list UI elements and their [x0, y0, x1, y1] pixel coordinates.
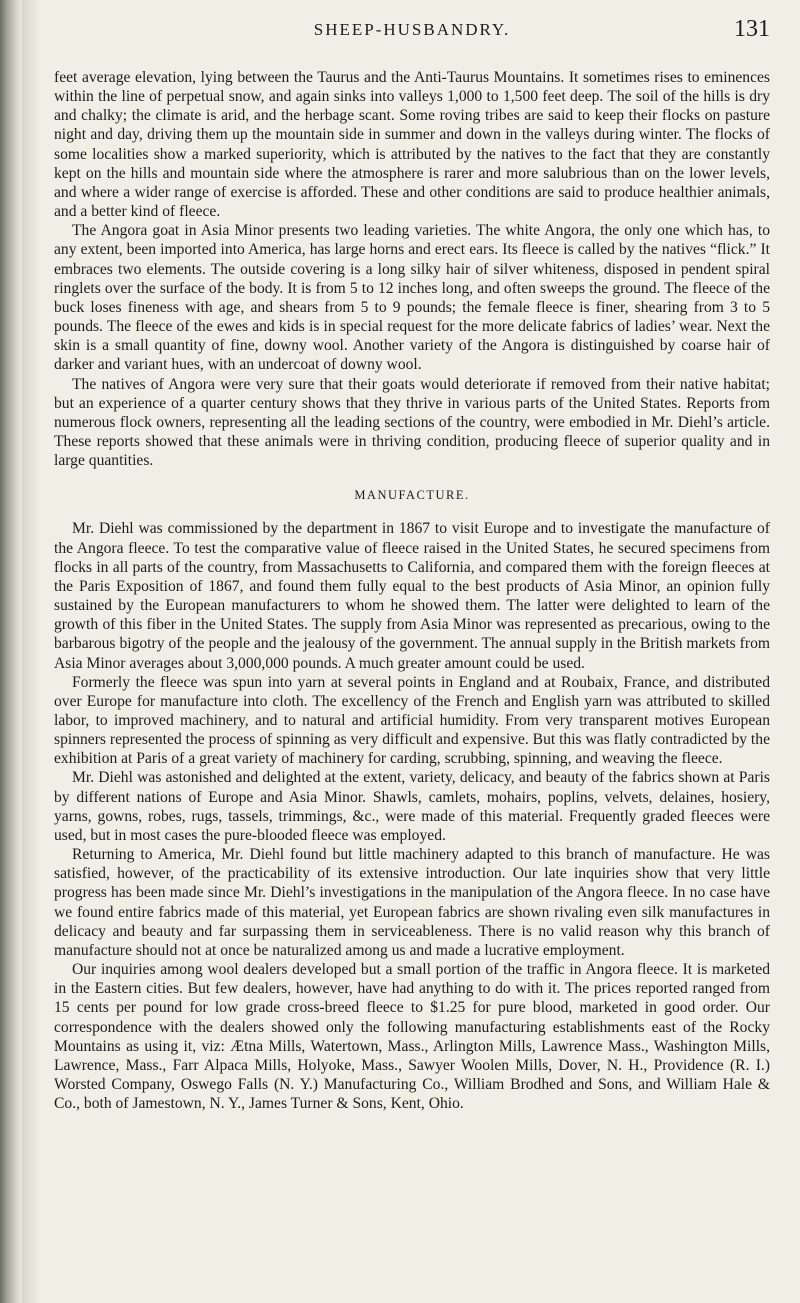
paragraph: The natives of Angora were very sure that their goats would deteriorate if removed from their native habitat; but an experience of a quarter century shows that they thrive in various parts of the United States. Reports from numerous flock owners, representing all the leading sections of the country, were embodied in Mr. Diehl’s article. These reports showed that these animals were in thriving condition, producing fleece of superior quality and in large quantities.: [54, 375, 770, 470]
paragraph: The Angora goat in Asia Minor presents two leading varieties. The white Angora, the only one which has, to any extent, been imported into America, has large horns and erect ears. Its fleece is called by the natives “flick.” It embraces two elements. The outside covering is a long silky hair of silver whiteness, disposed in pendent spiral ringlets over the surface of the body. It is from 5 to 12 inches long, and often sweeps the ground. The fleece of the buck loses fineness with age, and shears from 5 to 9 pounds; the female fleece is finer, shearing from 3 to 5 pounds. The fleece of the ewes and kids is in special request for the more delicate fabrics of ladies’ wear. Next the skin is a small quantity of fine, downy wool. Another variety of the Angora is distinguished by coarse hair of darker and variant hues, with an undercoat of downy wool.: [54, 222, 770, 374]
section-heading: MANUFACTURE.: [354, 488, 470, 503]
paragraph: Mr. Diehl was astonished and delighted at the extent, variety, delicacy, and beauty of the fabrics shown at Paris by different nations of Europe and Asia Minor. Shawls, camlets, mohairs, poplins, velvets, delaines, hosiery, yarns, gowns, robes, rugs, tassels, trimmings, &c., were made of this material. Frequently graded fleeces were used, but in most cases the pure-blooded fleece was employed.: [54, 769, 770, 844]
running-title: SHEEP-HUSBANDRY.: [313, 20, 511, 39]
paragraph: Formerly the fleece was spun into yarn at several points in England and at Roubaix, France, and distributed over Europe for manufacture into cloth. The excellency of the French and English yarn was attributed to skilled labor, to improved machinery, and to natural and artificial humidity. From very transparent motives European spinners represented the process of spinning as very difficult and expensive. But this was flatly contradicted by the exhibition at Paris of a great variety of machinery for carding, scrubbing, spinning, and weaving the fleece.: [54, 673, 770, 768]
book-spine-shadow: [0, 0, 22, 1303]
body-text: [54, 68, 770, 1113]
paragraph: Mr. Diehl was commissioned by the department in 1867 to visit Europe and to investigate the manufacture of the Angora fleece. To test the comparative value of fleece raised in the United States, he secured specimens from flocks in all parts of the country, from Massachusetts to California, and compared them with the foreign fleeces at the Paris Exposition of 1867, and found them fully equal to the best products of Asia Minor, an opinion fully sustained by the European manufacturers to whom he showed them. The latter were delighted to learn of the growth of this fiber in the United States. The supply from Asia Minor was represented as precarious, owing to the barbarous bigotry of the people and the jealousy of the government. The annual supply in the British markets from Asia Minor averages about 3,000,000 pounds. A much greater amount could be used.: [54, 520, 770, 672]
running-header: [54, 14, 770, 48]
gutter-shadow: [22, 0, 40, 1303]
paragraph: Returning to America, Mr. Diehl found but little machinery adapted to this branch of manufacture. He was satisfied, however, of the practicability of its extensive introduction. Our late inquiries show that very little progress has been made since Mr. Diehl’s investigations in the manipulation of the Angora fleece. In no case have we found entire fabrics made of this material, yet European fabrics are shown rivaling even silk manufactures in delicacy and beauty and far surpassing them in serviceableness. There is no valid reason why this branch of manufacture should not at once be naturalized among us and made a lucrative employment.: [54, 846, 770, 959]
paragraph: feet average elevation, lying between the Taurus and the Anti-Taurus Mountains. It sometimes rises to eminences within the line of perpetual snow, and again sinks into valleys 1,000 to 1,500 feet deep. The soil of the hills is dry and chalky; the climate is arid, and the herbage scant. Some roving tribes are said to keep their flocks on pasture night and day, driving them up the mountain side in summer and down in the valleys during winter. The flocks of some localities show a marked superiority, which is attributed by the natives to the fact that they are constantly kept on the hills and mountain side where the atmosphere is rarer and more salubrious than on the lower levels, and where a wider range of exercise is afforded. These and other conditions are said to produce healthier animals, and a better kind of fleece.: [54, 69, 770, 221]
paragraph: Our inquiries among wool dealers developed but a small portion of the traffic in Angora fleece. It is marketed in the Eastern cities. But few dealers, however, have had anything to do with it. The prices reported ranged from 15 cents per pound for low grade cross-breed fleece to $1.25 for pure blood, marketed in good order. Our correspondence with the dealers showed only the following manufacturing establishments east of the Rocky Mountains as using it, viz: Ætna Mills, Watertown, Mass., Arlington Mills, Lawrence Mass., Washington Mills, Lawrence, Mass., Farr Alpaca Mills, Holyoke, Mass., Sawyer Woolen Mills, Dover, N. H., Providence (R. I.) Worsted Company, Oswego Falls (N. Y.) Manufacturing Co., William Brodhed and Sons, and William Hale & Co., both of Jamestown, N. Y., James Turner & Sons, Kent, Ohio.: [54, 961, 770, 1113]
page-number: 131: [734, 16, 770, 42]
book-page: [54, 14, 770, 1113]
